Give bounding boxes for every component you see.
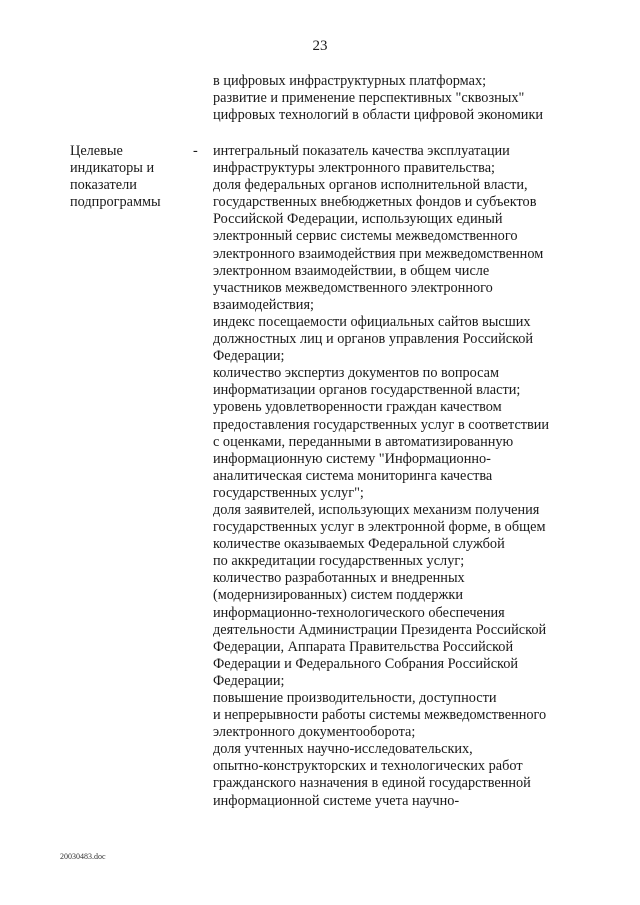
section-label-line: подпрограммы [70,194,161,211]
indicator-line: с оценками, переданными в автоматизированную [213,433,514,450]
indicator-line: Федерации; [213,672,285,689]
section-label [70,143,190,211]
intro-line: цифровых технологий в области цифровой экономики [213,107,544,124]
indicators-list [213,143,623,810]
indicator-line: участников межведомственного электронного [213,279,493,296]
indicator-line: Федерации; [213,348,285,365]
section-label-line: Целевые [70,143,123,159]
indicator-line: государственных услуг"; [213,484,364,501]
indicator-line: индекс посещаемости официальных сайтов высших [213,313,531,330]
indicator-line: инфраструктуры электронного правительства; [213,160,496,177]
indicator-line: информационную систему "Информационно- [213,450,491,467]
indicator-line: электронного взаимодействия при межведомственном [213,245,544,262]
indicator-line: деятельности Администрации Президента Российской [213,621,547,638]
indicator-line: и непрерывности работы системы межведомственного [213,707,547,724]
indicator-line: предоставления государственных услуг в соответствии [213,416,550,433]
intro-line: в цифровых инфраструктурных платформах; [213,73,487,89]
indicator-line: количество экспертиз документов по вопросам [213,365,500,382]
indicator-line: доля заявителей, использующих механизм получения [213,501,540,518]
section-label-line: индикаторы и [70,160,155,177]
intro-line: развитие и применение перспективных "сквозных" [213,90,525,107]
indicator-line: уровень удовлетворенности граждан качеством [213,399,502,416]
indicator-line: электронного документооборота; [213,724,416,741]
indicator-line: должностных лиц и органов управления Российской [213,331,534,348]
indicator-line: интегральный показатель качества эксплуатации [213,143,510,159]
indicator-line: (модернизированных) систем поддержки [213,587,463,604]
intro-text [213,73,613,124]
section-label-line: показатели [70,177,137,194]
indicator-line: доля федеральных органов исполнительной власти, [213,177,528,194]
indicator-line: информатизации органов государственной власти; [213,382,521,399]
indicator-line: электронный сервис системы межведомственного [213,228,518,245]
indicator-line: взаимодействия; [213,296,314,313]
indicator-line: количестве оказываемых Федеральной службой [213,536,505,553]
indicator-line: повышение производительности, доступности [213,690,497,706]
indicator-line: гражданского назначения в единой государственной [213,775,531,792]
indicator-line: Федерации и Федерального Собрания Российской [213,655,519,672]
indicator-line: информационной системе учета научно- [213,792,460,809]
indicator-line: по аккредитации государственных услуг; [213,553,465,570]
section-dash: - [193,143,198,159]
indicator-line: государственных внебюджетных фондов и субъектов [213,194,537,211]
indicator-line: Российской Федерации, использующих единый [213,211,503,228]
indicator-line: опытно-конструкторских и технологических работ [213,758,523,775]
page-number: 23 [312,38,328,54]
indicator-line: Федерации, Аппарата Правительства Российской [213,638,514,655]
indicator-line: количество разработанных и внедренных [213,570,465,587]
indicator-line: государственных услуг в электронной форме, в общем [213,519,546,536]
indicator-line: доля учтенных научно-исследовательских, [213,741,473,758]
indicator-line: аналитическая система мониторинга качества [213,467,493,484]
indicator-line: информационно-технологического обеспечения [213,604,505,621]
document-code: 20030483.doc [60,852,106,861]
indicator-line: электронном взаимодействии, в общем числе [213,262,490,279]
